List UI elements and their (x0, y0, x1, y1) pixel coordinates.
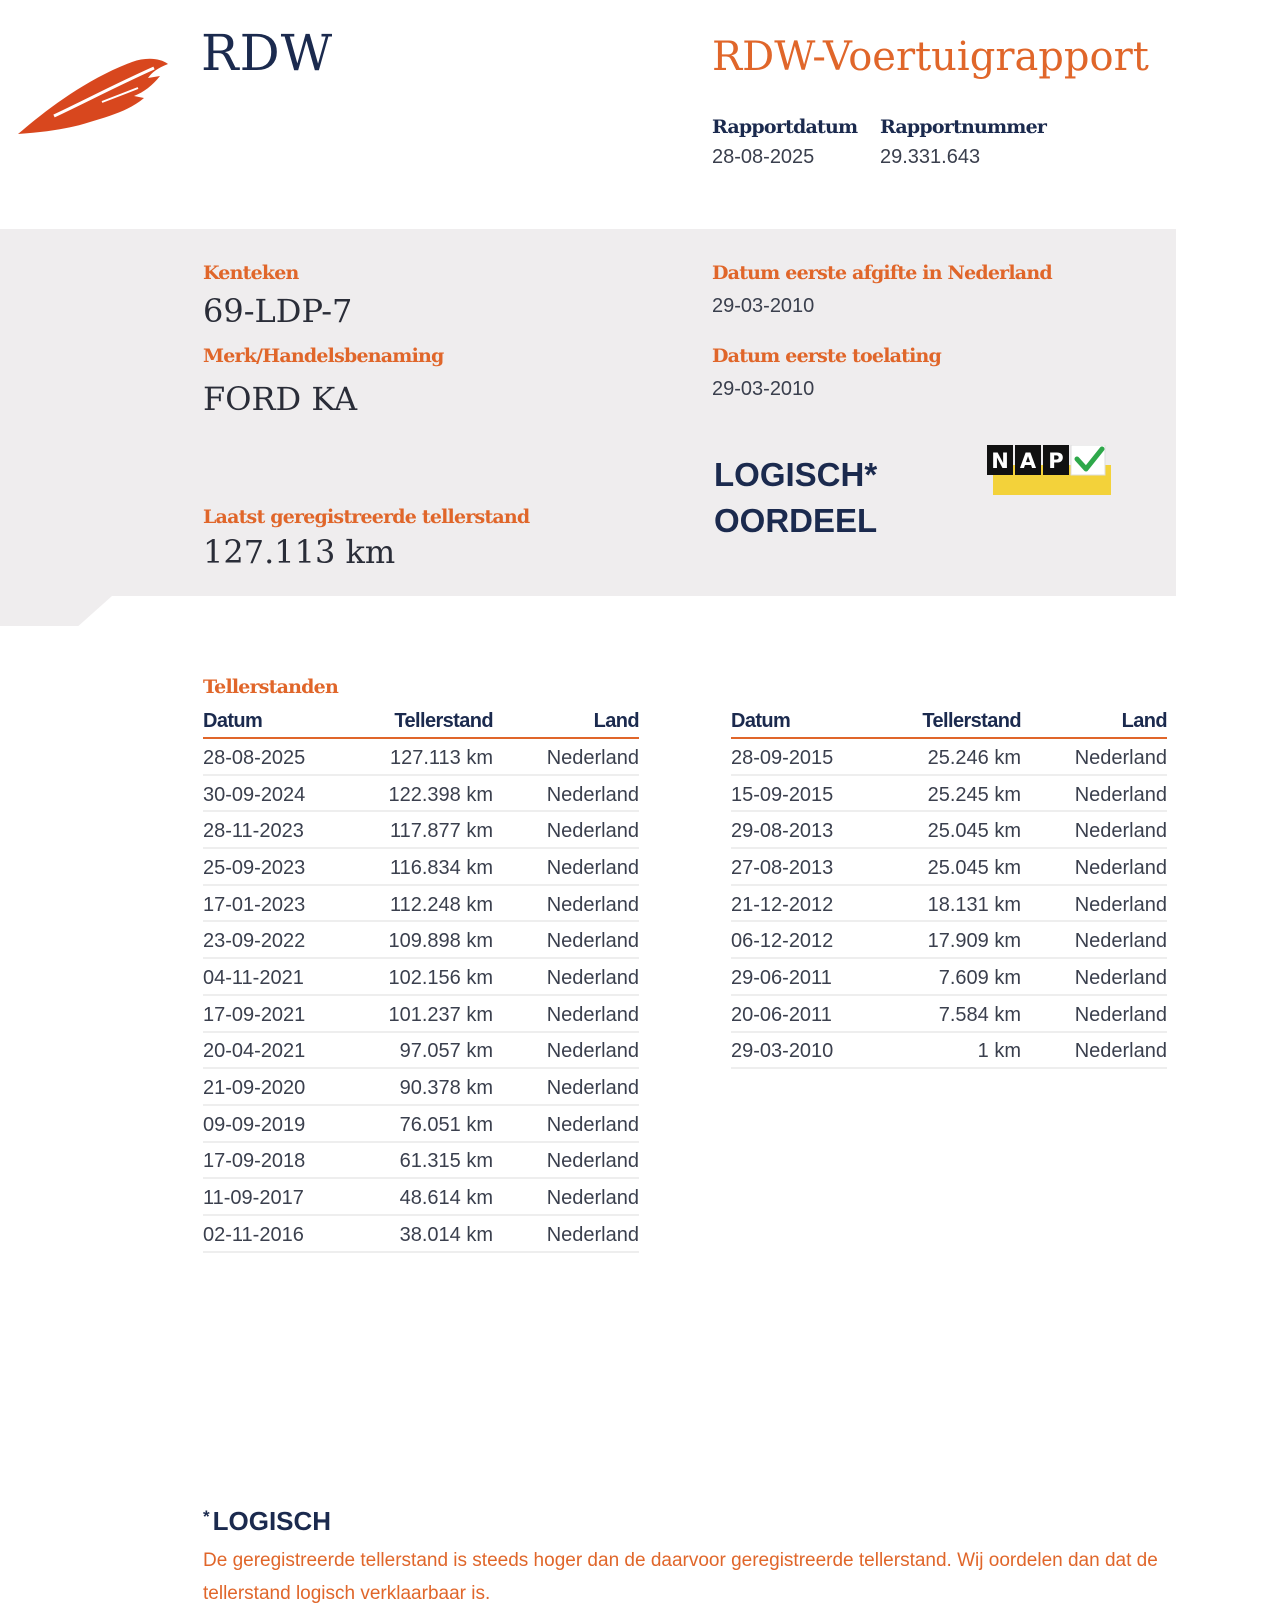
cell-reading: 38.014 km (353, 1215, 493, 1252)
verdict-line-2: OORDEEL (714, 502, 878, 539)
table-row (731, 848, 1167, 885)
cell-reading: 127.113 km (353, 738, 493, 775)
cell-reading: 61.315 km (353, 1142, 493, 1179)
table-header-row (203, 706, 639, 738)
cell-date: 29-03-2010 (731, 1032, 881, 1069)
cell-reading: 7.609 km (881, 958, 1021, 995)
table-row (731, 811, 1167, 848)
cell-country: Nederland (493, 958, 639, 995)
cell-date: 17-01-2023 (203, 885, 353, 922)
cell-country: Nederland (493, 775, 639, 812)
cell-date: 21-12-2012 (731, 885, 881, 922)
table-row (203, 995, 639, 1032)
cell-date: 27-08-2013 (731, 848, 881, 885)
cell-country: Nederland (493, 995, 639, 1032)
cell-date: 28-11-2023 (203, 811, 353, 848)
table-row (203, 1142, 639, 1179)
cell-reading: 25.045 km (881, 848, 1021, 885)
nap-letter-p: P (1048, 449, 1064, 473)
rdw-feather-logo-icon (14, 52, 174, 142)
plate-label: Kenteken (203, 262, 299, 284)
footnote-title-text: LOGISCH (212, 1506, 332, 1536)
cell-reading: 25.245 km (881, 775, 1021, 812)
cell-date: 09-09-2019 (203, 1105, 353, 1142)
report-number: 29.331.643 (880, 146, 981, 168)
nap-check-icon (987, 445, 1111, 495)
cell-country: Nederland (493, 848, 639, 885)
cell-reading: 1 km (881, 1032, 1021, 1069)
cell-reading: 97.057 km (353, 1032, 493, 1069)
report-title: RDW-Voertuigrapport (712, 34, 1149, 80)
col-header-date: Datum (731, 706, 881, 738)
table-header-row (731, 706, 1167, 738)
table-row (731, 775, 1167, 812)
cell-date: 30-09-2024 (203, 775, 353, 812)
first-admission-label: Datum eerste toelating (712, 345, 942, 367)
cell-date: 25-09-2023 (203, 848, 353, 885)
cell-date: 11-09-2017 (203, 1178, 353, 1215)
cell-date: 28-09-2015 (731, 738, 881, 775)
first-issue-nl-value: 29-03-2010 (712, 295, 815, 317)
odometer-table-left (203, 706, 639, 1253)
col-header-country: Land (1021, 706, 1167, 738)
cell-country: Nederland (493, 738, 639, 775)
table-row (203, 1068, 639, 1105)
cell-date: 17-09-2018 (203, 1142, 353, 1179)
cell-date: 17-09-2021 (203, 995, 353, 1032)
table-row (203, 885, 639, 922)
cell-date: 28-08-2025 (203, 738, 353, 775)
col-header-reading: Tellerstand (353, 706, 493, 738)
cell-reading: 17.909 km (881, 921, 1021, 958)
report-date-block (712, 116, 857, 169)
cell-country: Nederland (1021, 1032, 1167, 1069)
vehicle-summary-panel (0, 229, 1176, 596)
table-row (203, 848, 639, 885)
cell-country: Nederland (493, 1142, 639, 1179)
cell-date: 21-09-2020 (203, 1068, 353, 1105)
table-row (731, 958, 1167, 995)
make-label: Merk/Handelsbenaming (203, 345, 444, 367)
cell-country: Nederland (1021, 885, 1167, 922)
odometer-left-rows (203, 738, 639, 1252)
cell-date: 23-09-2022 (203, 921, 353, 958)
cell-reading: 112.248 km (353, 885, 493, 922)
cell-country: Nederland (493, 1105, 639, 1142)
cell-country: Nederland (493, 811, 639, 848)
cell-reading: 25.045 km (881, 811, 1021, 848)
verdict-line-1: LOGISCH* (714, 456, 878, 493)
report-number-block (880, 116, 1046, 169)
cell-reading: 90.378 km (353, 1068, 493, 1105)
col-header-country: Land (493, 706, 639, 738)
cell-country: Nederland (493, 1178, 639, 1215)
cell-reading: 101.237 km (353, 995, 493, 1032)
report-date: 28-08-2025 (712, 146, 815, 168)
table-row (731, 995, 1167, 1032)
cell-country: Nederland (1021, 738, 1167, 775)
panel-notch (0, 596, 112, 626)
table-row (203, 1178, 639, 1215)
cell-date: 29-06-2011 (731, 958, 881, 995)
col-header-date: Datum (203, 706, 353, 738)
cell-country: Nederland (493, 885, 639, 922)
table-row (731, 921, 1167, 958)
footnote-text: De geregistreerde tellerstand is steeds hoger dan de daarvoor geregistreerde tellerstand. Wij oordelen dan dat de tellerstand logisch verklaarbaar is. (203, 1550, 1158, 1604)
cell-reading: 116.834 km (353, 848, 493, 885)
cell-reading: 76.051 km (353, 1105, 493, 1142)
cell-reading: 18.131 km (881, 885, 1021, 922)
table-row (203, 958, 639, 995)
cell-date: 20-06-2011 (731, 995, 881, 1032)
cell-reading: 7.584 km (881, 995, 1021, 1032)
odometer-table-right (731, 706, 1167, 1069)
table-row (203, 775, 639, 812)
cell-country: Nederland (1021, 775, 1167, 812)
odometer-right-rows (731, 738, 1167, 1068)
cell-country: Nederland (1021, 921, 1167, 958)
nap-letter-n: N (991, 449, 1009, 473)
cell-reading: 48.614 km (353, 1178, 493, 1215)
cell-reading: 122.398 km (353, 775, 493, 812)
first-admission-value: 29-03-2010 (712, 378, 815, 400)
nap-letter-a: A (1019, 449, 1037, 473)
odometer-section-title: Tellerstanden (203, 676, 338, 698)
table-row (203, 1215, 639, 1252)
cell-country: Nederland (1021, 958, 1167, 995)
last-odometer-value: 127.113 km (203, 533, 396, 571)
table-row (203, 738, 639, 775)
table-row (731, 885, 1167, 922)
cell-country: Nederland (493, 1215, 639, 1252)
cell-country: Nederland (1021, 848, 1167, 885)
odometer-verdict (714, 452, 877, 544)
first-issue-nl-label: Datum eerste afgifte in Nederland (712, 262, 1052, 284)
cell-country: Nederland (1021, 995, 1167, 1032)
brand-name: RDW (201, 24, 334, 82)
cell-date: 29-08-2013 (731, 811, 881, 848)
table-row (203, 1032, 639, 1069)
cell-reading: 102.156 km (353, 958, 493, 995)
last-odometer-label: Laatst geregistreerde tellerstand (203, 506, 530, 528)
cell-date: 20-04-2021 (203, 1032, 353, 1069)
col-header-reading: Tellerstand (881, 706, 1021, 738)
cell-reading: 109.898 km (353, 921, 493, 958)
table-row (203, 1105, 639, 1142)
table-row (731, 1032, 1167, 1069)
report-date-label: Rapportdatum (712, 116, 858, 138)
table-row (731, 738, 1167, 775)
cell-date: 04-11-2021 (203, 958, 353, 995)
table-row (203, 811, 639, 848)
plate-value: 69-LDP-7 (203, 292, 353, 330)
cell-reading: 25.246 km (881, 738, 1021, 775)
cell-country: Nederland (493, 1032, 639, 1069)
footnote-title (203, 1506, 331, 1537)
cell-date: 02-11-2016 (203, 1215, 353, 1252)
table-row (203, 921, 639, 958)
cell-country: Nederland (493, 1068, 639, 1105)
cell-date: 15-09-2015 (731, 775, 881, 812)
report-number-label: Rapportnummer (880, 116, 1047, 138)
footnote-star: * (203, 1507, 210, 1526)
cell-country: Nederland (493, 921, 639, 958)
cell-date: 06-12-2012 (731, 921, 881, 958)
make-value: FORD KA (203, 380, 358, 418)
cell-reading: 117.877 km (353, 811, 493, 848)
cell-country: Nederland (1021, 811, 1167, 848)
